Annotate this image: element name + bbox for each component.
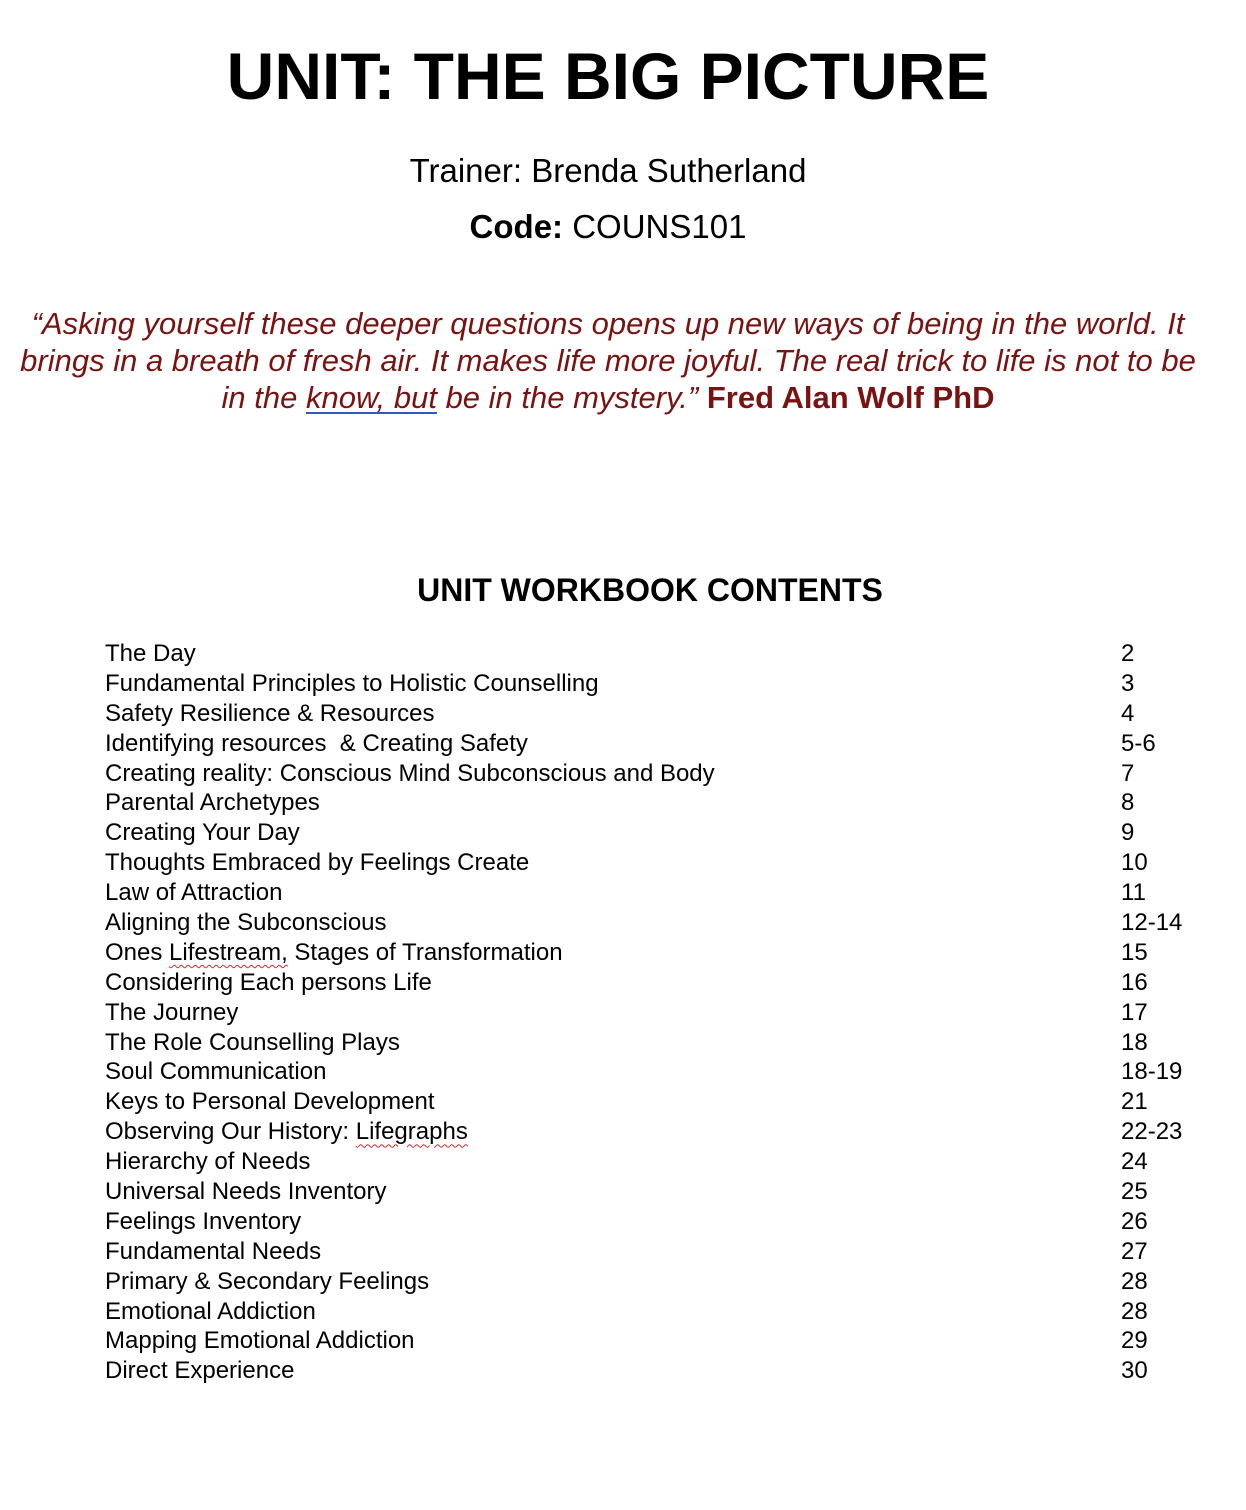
toc-entry-text: Primary & Secondary Feelings [105,1267,430,1295]
toc-row [105,729,1205,759]
toc-entry-title [105,639,196,669]
toc-entry-title [105,908,387,938]
toc-page-number: 30 [1121,1357,1148,1385]
toc-row [105,1237,1205,1267]
toc-entry-text: Law of Attraction [105,879,283,907]
toc-entry-text: Universal Needs Inventory [105,1178,387,1206]
toc-entry-title [105,968,432,998]
toc-row [105,669,1205,699]
document-title: UNIT: THE BIG PICTURE [226,39,990,113]
toc-entry-title [105,1237,321,1267]
toc-entry-text: Soul Communication [105,1058,327,1086]
quote-text-part1: “Asking yourself these deeper questions opens up new ways of being in the world. It brings in a breath of fresh air. It makes life more joyful. The real trick to life is not to be in the [20,306,1196,415]
toc-entry-text: Creating Your Day [105,819,300,847]
quote-block [20,305,1196,416]
toc-row [105,1297,1205,1327]
toc-entry-title [105,818,300,848]
toc-page-number: 18-19 [1121,1058,1183,1086]
toc-entry-text: Parental Archetypes [105,789,320,817]
trainer-line: Trainer: Brenda Sutherland [409,152,807,189]
toc-entry-title [105,729,528,759]
toc-entry-title [105,669,599,699]
toc-entry-text: Feelings Inventory [105,1207,302,1235]
toc-page-number: 2 [1121,640,1135,667]
toc-entry-title [105,788,320,818]
toc-entry-title [105,1356,294,1386]
contents-heading: UNIT WORKBOOK CONTENTS [417,572,883,608]
toc-row [105,1028,1205,1058]
toc-page-number: 3 [1121,669,1135,697]
toc-page-number: 11 [1121,879,1146,907]
toc-row [105,1267,1205,1297]
toc-entry-title [105,1028,400,1058]
toc-page-number: 8 [1121,789,1135,817]
code-label: Code: [469,208,564,245]
toc-entry-title [105,1177,386,1207]
code-line [0,207,1216,247]
toc-entry-text: Mapping Emotional Addiction [105,1327,415,1355]
spellcheck-flagged-word: Lifestream, [169,938,288,966]
toc-entry-title [105,1267,429,1297]
toc-entry-title [105,1087,435,1117]
toc-entry-text: Ones [105,938,170,966]
toc-entry-title [105,938,563,968]
toc-row [105,1117,1205,1147]
toc-row [105,1326,1205,1356]
toc-page-number: 16 [1121,968,1148,996]
toc-row [105,788,1205,818]
toc-page-number: 18 [1121,1028,1148,1056]
toc-entry-text: Hierarchy of Needs [105,1148,311,1176]
toc-entry-text: The Role Counselling Plays [105,1028,400,1056]
toc-entry-text: Considering Each persons Life [105,968,432,996]
toc-page-number: 4 [1121,699,1135,727]
toc-row [105,699,1205,729]
spellcheck-flagged-word: Lifegraphs [355,1118,468,1146]
toc-row [105,1087,1205,1117]
toc-row [105,1147,1205,1177]
toc-entry-text: The Journey [105,998,239,1026]
toc-entry-text: Stages of Transformation [287,938,563,966]
toc-page-number: 9 [1121,819,1135,847]
code-value: COUNS101 [563,208,747,245]
toc-entry-title [105,878,282,908]
toc-row [105,1207,1205,1237]
toc-row [105,968,1205,998]
toc-page-number: 5-6 [1121,729,1156,757]
toc-row [105,1057,1205,1087]
toc-row [105,759,1205,789]
toc-row [105,848,1205,878]
toc-entry-text: Direct Experience [105,1357,295,1385]
toc-row [105,1177,1205,1207]
toc-entry-title [105,699,434,729]
toc-entry-text: Aligning the Subconscious [105,909,387,937]
toc-page-number: 22-23 [1121,1118,1183,1146]
toc-entry-text: Emotional Addiction [105,1297,316,1325]
toc-page-number: 26 [1121,1207,1148,1235]
toc-entry-text: Thoughts Embraced by Feelings Create [105,849,530,877]
toc-entry-text: Safety Resilience & Resources [105,699,435,727]
contents-list [105,639,1205,1386]
toc-row [105,938,1205,968]
toc-page-number: 15 [1121,938,1148,966]
toc-row [105,639,1205,669]
toc-entry-text: Keys to Personal Development [105,1088,435,1116]
toc-row [105,908,1205,938]
toc-row [105,998,1205,1028]
toc-page-number: 12-14 [1121,909,1183,937]
toc-row [105,878,1205,908]
toc-entry-title [105,1057,326,1087]
toc-entry-title [105,1207,301,1237]
toc-entry-text: Observing Our History: [105,1118,356,1146]
toc-page-number: 7 [1121,759,1135,787]
toc-page-number: 28 [1121,1267,1148,1295]
toc-page-number: 28 [1121,1297,1148,1325]
toc-page-number: 10 [1121,849,1148,877]
toc-entry-title [105,998,238,1028]
toc-entry-text: Creating reality: Conscious Mind Subconscious and Body [105,759,715,787]
toc-entry-title [105,1117,468,1147]
quote-underlined-text: know, but [305,380,437,415]
toc-entry-title [105,848,529,878]
toc-entry-title [105,759,715,789]
toc-page-number: 24 [1121,1148,1148,1176]
toc-entry-title [105,1297,316,1327]
quote-author: Fred Alan Wolf PhD [698,380,995,415]
toc-row [105,1356,1205,1386]
toc-row [105,818,1205,848]
toc-page-number: 17 [1121,998,1148,1026]
toc-entry-text: The Day [105,640,196,667]
toc-page-number: 21 [1121,1088,1148,1116]
toc-page-number: 25 [1121,1178,1148,1206]
toc-page-number: 27 [1121,1237,1148,1265]
toc-entry-text: Fundamental Needs [105,1237,322,1265]
toc-entry-text: Identifying resources & Creating Safety [105,729,528,757]
toc-entry-title [105,1326,415,1356]
toc-entry-text: Fundamental Principles to Holistic Counselling [105,669,599,697]
toc-page-number: 29 [1121,1327,1148,1355]
quote-text-part2: be in the mystery.” [436,380,699,415]
toc-entry-title [105,1147,310,1177]
